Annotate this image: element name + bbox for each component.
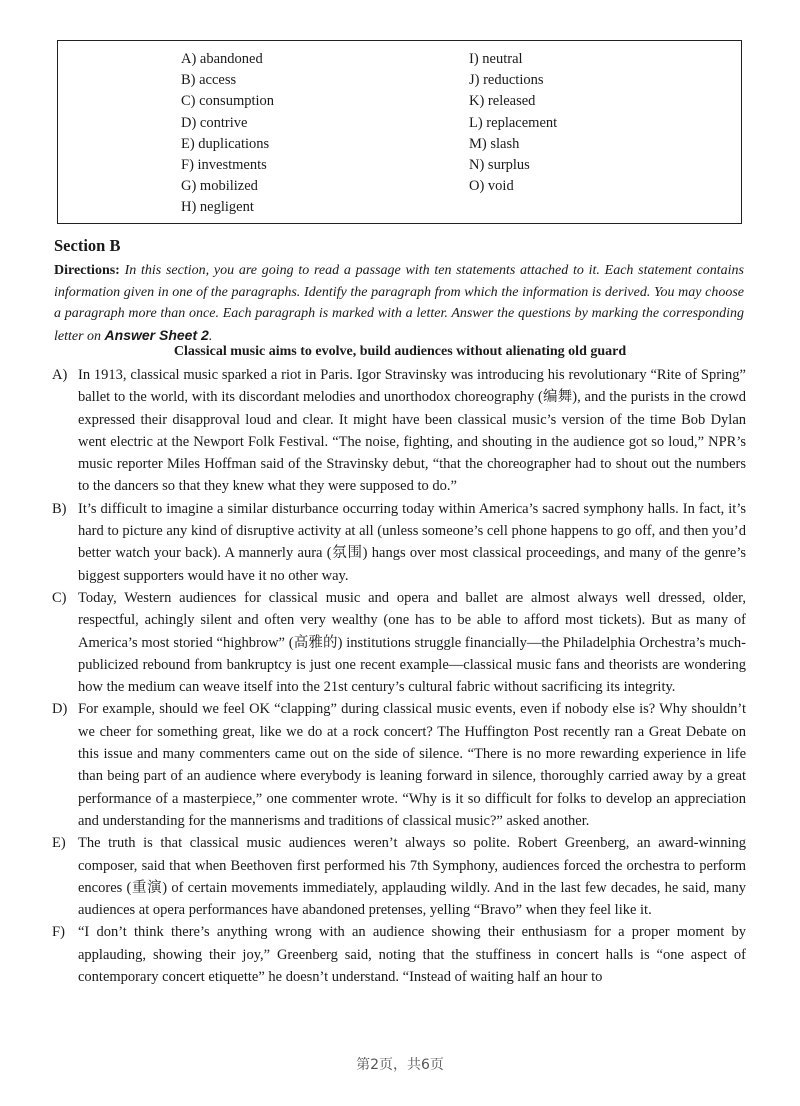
paragraph-letter: C) <box>52 589 67 606</box>
paragraph-letter: E) <box>52 835 66 852</box>
word-option: B) access <box>181 72 237 89</box>
word-option: L) replacement <box>469 114 558 131</box>
section-title: Section B <box>54 236 121 255</box>
paragraph-text: It’s difficult to imagine a similar disturbance occurring today within America’s sacred symphony halls. In fact, it’s hard to picture any kind of disruptive activity at all (unless someone’s cell phone happens to go off, and then you’d better watch your back). A mannerly aura (氛围) hangs over most classical proceedings, and many of the genre’s biggest supporters would have it no other way. <box>78 500 746 584</box>
paragraph-letter: F) <box>52 924 65 941</box>
word-option: J) reductions <box>469 72 544 89</box>
answer-sheet-label: Answer Sheet 2 <box>104 326 209 343</box>
word-option: H) negligent <box>181 199 254 216</box>
paragraph <box>52 832 746 921</box>
word-option: G) mobilized <box>181 178 258 195</box>
paragraph-text: Today, Western audiences for classical music and opera and ballet are almost always well dressed, older, respectful, achingly silent and often very wealthy (one has to be able to afford most tickets). But as many of America’s most storied “highbrow” (高雅的) institutions struggle financially—the Philadelphia Orchestra’s much-publicized rebound from bankruptcy is just one recent example—classical music fans and theorists are wondering how the medium can weave itself into the 21st century’s cultural fabric without sacrificing its integrity. <box>78 589 746 696</box>
word-option: M) slash <box>469 135 520 152</box>
paragraph <box>52 921 746 988</box>
paragraph-text: In 1913, classical music sparked a riot in Paris. Igor Stravinsky was introducing his revolutionary “Rite of Spring” ballet to the world, with its discordant melodies and unorthodox choreography (编舞), and the purists in the crowd expressed their disapproval loud and clear. It might have been classical music’s version of the time Bob Dylan went electric at the Newport Folk Festival. “The noise, fighting, and shouting in the audience got so loud,” NPR’s music reporter Miles Hoffman said of the Stravinsky debut, “that the choreographer had to shout out the numbers to the dancers so that they knew what they were supposed to do.” <box>78 367 746 495</box>
paragraph-text: For example, should we feel OK “clapping” during classical music events, even if nobody else is? Why shouldn’t we cheer for something great, like we do at a rock concert? The Huffington Post recently ran a Great Debate on this issue and many commenters came out on the side of silence. “There is no more rewarding experience in life than being part of an audience where everybody is leaning forward in silence, thoroughly carried away by a great performance of a masterpiece,” one commenter wrote. “Why is it so difficult for folks to develop an appreciation and understanding for the mannerisms and traditions of classical music?” asked another. <box>78 701 746 829</box>
paragraph <box>52 498 746 587</box>
paragraph <box>52 587 746 698</box>
word-option: A) abandoned <box>181 51 263 67</box>
passage-title: Classical music aims to evolve, build audiences without alienating old guard <box>173 344 627 359</box>
paragraph <box>52 698 746 832</box>
word-option: E) duplications <box>181 135 270 152</box>
word-option: C) consumption <box>181 93 275 110</box>
paragraph-text: “I don’t think there’s anything wrong with an audience showing their enthusiasm for a proper moment by applauding, showing their joy,” Greenberg said, noting that the stuffiness in concert halls is “one aspect of contemporary concert etiquette” he doesn’t understand. “Instead of waiting half an hour to <box>78 924 746 986</box>
directions-text: In this section, you are going to read a passage with ten statements attached to it. Each statement contains information given in one of the paragraphs. Identify the paragraph from which the information is derived. You may choose a paragraph more than once. Each paragraph is marked with a letter. Answer the questions by marking the corresponding letter on <box>54 263 744 344</box>
passage-body <box>52 364 746 988</box>
paragraph-text: The truth is that classical music audiences weren’t always so polite. Robert Greenberg, an award-winning composer, said that when Beethoven first performed his 7th Symphony, audiences forced the orchestra to perform encores (重演) of certain movements immediately, applauding wildly. And in the last few decades, he said, many audiences at opera performances have abandoned pretenses, yelling “Bravo” when they feel like it. <box>78 835 746 919</box>
directions-label: Directions: <box>54 263 120 278</box>
word-option: N) surplus <box>469 156 530 173</box>
word-bank-left-column <box>181 49 274 219</box>
directions <box>54 260 744 347</box>
word-bank-right-column <box>469 49 557 197</box>
word-option: D) contrive <box>181 114 248 131</box>
paragraph-letter: D) <box>52 701 68 718</box>
word-option: O) void <box>469 178 514 195</box>
directions-period: . <box>208 328 213 344</box>
paragraph <box>52 364 746 498</box>
paragraph-letter: A) <box>52 367 68 383</box>
word-option: F) investments <box>181 156 267 173</box>
word-option: K) released <box>469 93 536 110</box>
word-option: I) neutral <box>469 51 523 67</box>
paragraph-letter: B) <box>52 500 67 517</box>
page-number-footer: 第2页，共6页 <box>356 1057 444 1073</box>
word-bank-box <box>57 40 742 224</box>
